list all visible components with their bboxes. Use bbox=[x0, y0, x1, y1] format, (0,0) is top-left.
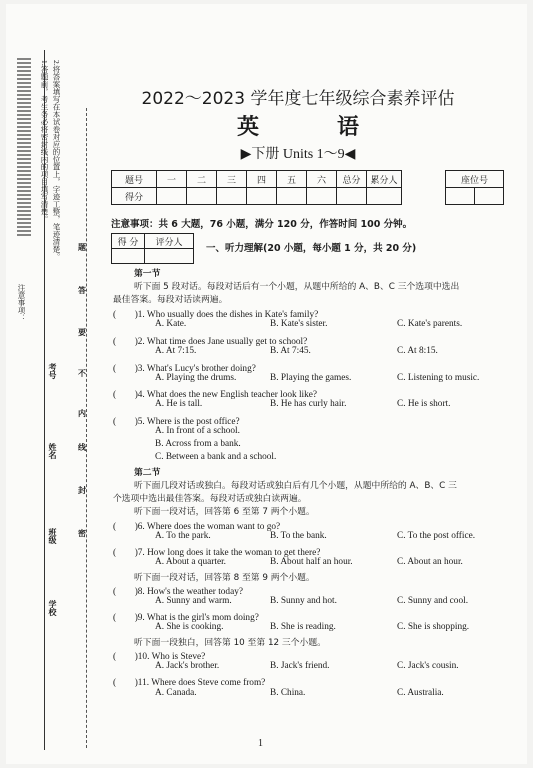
option-c: C. Between a bank and a school. bbox=[155, 452, 277, 462]
seal-char: 封 bbox=[78, 486, 86, 495]
option-a: A. To the park. bbox=[155, 531, 211, 541]
question-stem: ( )2. What time does Jane usually get to school? bbox=[113, 337, 308, 347]
group-instruction: 听下面一段对话，回答第 6 至第 7 两个小题。 bbox=[134, 507, 315, 517]
score-table-header: 四 bbox=[247, 171, 277, 188]
group-instruction: 听下面一段对话，回答第 8 至第 9 两个小题。 bbox=[134, 573, 315, 583]
question-stem: ( )5. Where is the post office? bbox=[113, 417, 240, 427]
option-a: A. About a quarter. bbox=[155, 557, 227, 567]
subject-title: 英 语 bbox=[236, 115, 387, 140]
grader-name-cell[interactable] bbox=[145, 249, 194, 264]
question-stem: ( )11. Where does Steve come from? bbox=[113, 678, 266, 688]
score-cell[interactable] bbox=[187, 188, 217, 205]
option-a: A. She is cooking. bbox=[155, 622, 224, 632]
option-b: B. Kate's sister. bbox=[270, 319, 328, 329]
question-stem: ( )8. How's the weather today? bbox=[113, 587, 243, 597]
seat-number-label: 座位号 bbox=[446, 171, 504, 188]
grader-score-cell[interactable] bbox=[112, 249, 145, 264]
option-a: A. He is tall. bbox=[155, 399, 203, 409]
score-table-header: 题号 bbox=[112, 171, 157, 188]
option-a: A. Kate. bbox=[155, 319, 187, 329]
page-number: 1 bbox=[258, 738, 263, 749]
seal-dashed-line bbox=[86, 108, 87, 748]
option-b: B. Across from a bank. bbox=[155, 439, 241, 449]
option-c: C. Jack's cousin. bbox=[397, 661, 459, 671]
question-stem: ( )1. Who usually does the dishes in Kate's family? bbox=[113, 310, 319, 320]
option-b: B. China. bbox=[270, 688, 306, 698]
part2-instruction: 听下面几段对话或独白。每段对话或独白后有几个小题，从题中所给的 A、B、C 三 bbox=[134, 481, 457, 491]
seal-char: 要 bbox=[78, 328, 86, 337]
option-b: B. She is reading. bbox=[270, 622, 336, 632]
score-cell[interactable] bbox=[157, 188, 187, 205]
option-c: C. At 8:15. bbox=[397, 346, 438, 356]
score-cell[interactable] bbox=[367, 188, 402, 205]
score-table-header: 一 bbox=[157, 171, 187, 188]
score-cell[interactable] bbox=[277, 188, 307, 205]
option-b: B. He has curly hair. bbox=[270, 399, 347, 409]
part1-instruction: 听下面 5 段对话。每段对话后有一个小题，从题中所给的 A、B、C 三个选项中选出 bbox=[134, 282, 460, 292]
option-b: B. To the bank. bbox=[270, 531, 327, 541]
part2-instruction: 个选项中选出最佳答案。每段对话或独白读两遍。 bbox=[113, 494, 307, 504]
score-cell[interactable] bbox=[247, 188, 277, 205]
option-c: C. Kate's parents. bbox=[397, 319, 463, 329]
seal-char: 线 bbox=[78, 443, 86, 452]
question-stem: ( )10. Who is Steve? bbox=[113, 652, 206, 662]
score-row-label: 得分 bbox=[112, 188, 157, 205]
seal-char: 答 bbox=[78, 286, 86, 295]
seat-cell[interactable] bbox=[446, 188, 475, 205]
score-table-header: 五 bbox=[277, 171, 307, 188]
binding-dots bbox=[17, 58, 31, 238]
name-field-label: 姓名 bbox=[48, 443, 57, 459]
question-stem: ( )7. How long does it take the woman to get there? bbox=[113, 548, 321, 558]
part1-title: 第一节 bbox=[134, 269, 161, 279]
option-b: B. Playing the games. bbox=[270, 373, 352, 383]
option-b: B. Sunny and hot. bbox=[270, 596, 337, 606]
exam-title: 2022～2023 学年度七年级综合素养评估 bbox=[141, 89, 455, 109]
option-a: A. Sunny and warm. bbox=[155, 596, 232, 606]
option-c: C. Australia. bbox=[397, 688, 444, 698]
option-c: C. About an hour. bbox=[397, 557, 463, 567]
school-field-label: 学校 bbox=[48, 600, 57, 616]
grader-score-label: 得 分 bbox=[112, 234, 145, 249]
question-stem: ( )6. Where does the woman want to go? bbox=[113, 522, 281, 532]
score-table-header: 二 bbox=[187, 171, 217, 188]
score-table-header: 总分 bbox=[337, 171, 367, 188]
score-table-header: 三 bbox=[217, 171, 247, 188]
part1-instruction: 最佳答案。每段对话读两遍。 bbox=[113, 295, 228, 305]
option-a: A. At 7:15. bbox=[155, 346, 197, 356]
score-table-header: 六 bbox=[307, 171, 337, 188]
attention-note: 注意事项：共 6 大题，76 小题，满分 120 分，作答时间 100 分钟。 bbox=[111, 219, 413, 230]
option-b: B. At 7:45. bbox=[270, 346, 311, 356]
notice-line-2: 2.将答案填写在本试卷对应的位置上，字迹工整，笔迹清楚。 bbox=[52, 60, 61, 261]
question-stem: ( )4. What does the new English teacher look like? bbox=[113, 390, 318, 400]
option-b: B. Jack's friend. bbox=[270, 661, 330, 671]
option-c: C. Listening to music. bbox=[397, 373, 480, 383]
question-stem: ( )3. What's Lucy's brother doing? bbox=[113, 364, 256, 374]
option-a: A. Playing the drums. bbox=[155, 373, 237, 383]
option-a: A. In front of a school. bbox=[155, 426, 240, 436]
class-field-label: 班级 bbox=[48, 528, 57, 544]
seat-cell[interactable] bbox=[475, 188, 504, 205]
question-stem: ( )9. What is the girl's mom doing? bbox=[113, 613, 259, 623]
option-c: C. She is shopping. bbox=[397, 622, 470, 632]
option-c: C. He is short. bbox=[397, 399, 451, 409]
score-table bbox=[111, 170, 402, 205]
grader-table bbox=[111, 233, 194, 264]
exam-no-field-label: 考号 bbox=[48, 363, 57, 379]
notice-title: 注意事项： bbox=[17, 284, 26, 322]
section-heading: 一、听力理解(20 小题，每小题 1 分，共 20 分) bbox=[206, 243, 417, 254]
option-a: A. Jack's brother. bbox=[155, 661, 220, 671]
option-b: B. About half an hour. bbox=[270, 557, 353, 567]
score-cell[interactable] bbox=[217, 188, 247, 205]
units-subtitle: ▶下册 Units 1～9◀ bbox=[240, 147, 356, 162]
group-instruction: 听下面一段独白，回答第 10 至第 12 三个小题。 bbox=[134, 638, 326, 648]
seal-char: 题 bbox=[78, 243, 86, 252]
part2-title: 第二节 bbox=[134, 468, 161, 478]
grader-name-label: 评分人 bbox=[145, 234, 194, 249]
notice-line-1: 1.答题前，考生务必将密封线内的项目填写清楚。 bbox=[40, 60, 49, 224]
option-a: A. Canada. bbox=[155, 688, 197, 698]
option-c: C. To the post office. bbox=[397, 531, 476, 541]
seat-number-table bbox=[445, 170, 504, 205]
option-c: C. Sunny and cool. bbox=[397, 596, 469, 606]
score-table-header: 累分人 bbox=[367, 171, 402, 188]
seal-char: 内 bbox=[78, 409, 86, 418]
seal-char: 密 bbox=[78, 529, 86, 538]
score-cell[interactable] bbox=[307, 188, 337, 205]
seal-char: 不 bbox=[78, 369, 86, 378]
score-cell[interactable] bbox=[337, 188, 367, 205]
